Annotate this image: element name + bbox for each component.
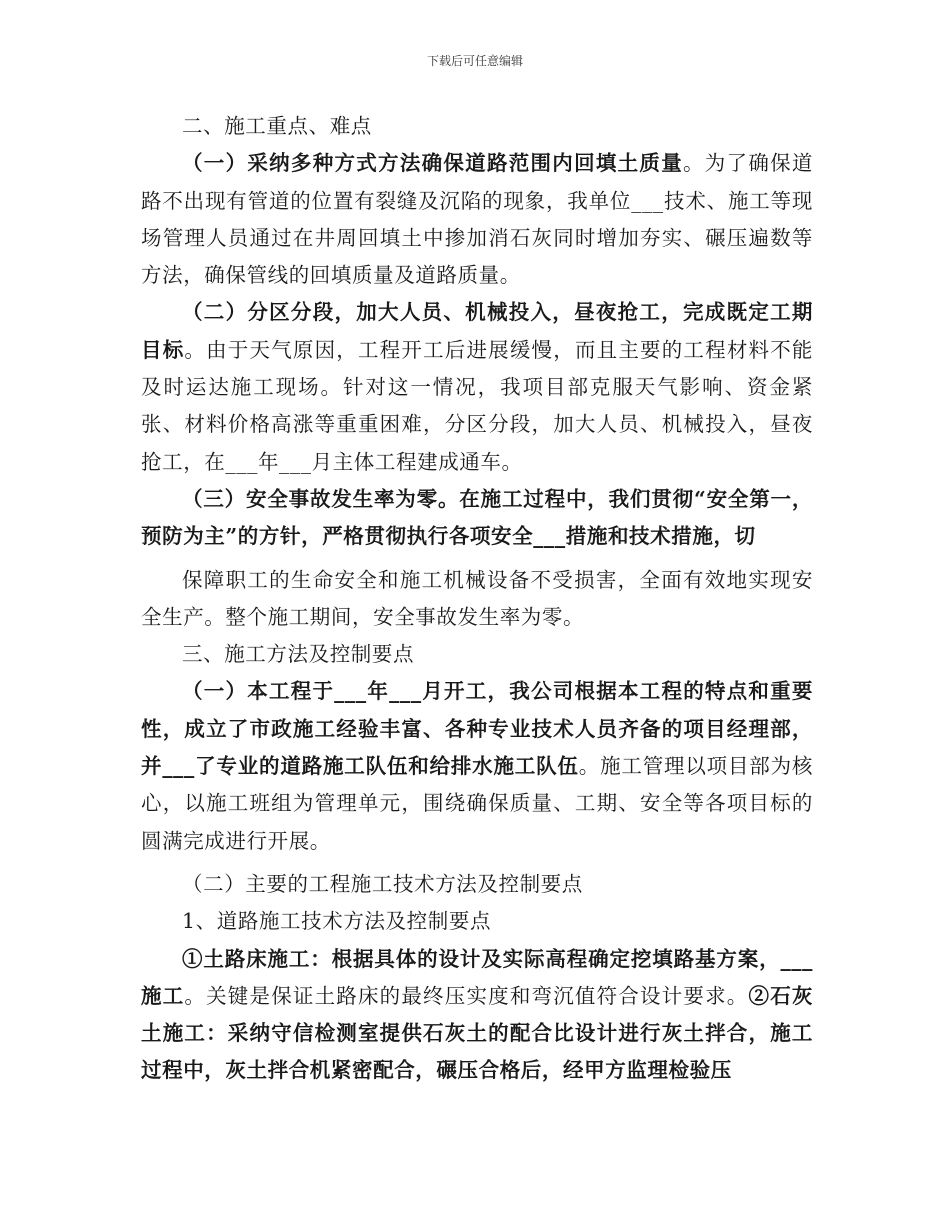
paragraph-2-3-cont: 保障职工的生命安全和施工机械设备不受损害，全面有效地实现安全生产。整个施工期间，安全事故发生率为零。 (141, 567, 813, 629)
paragraph-roadbed (141, 941, 813, 1090)
paragraph-3-1 (141, 673, 813, 859)
subsection-heading-1: 1、道路施工技术方法及控制要点 (182, 909, 492, 934)
section-heading-2: 二、施工重点、难点 (182, 114, 372, 138)
page-header: 下载后可任意编辑 (426, 54, 523, 68)
document-body (141, 108, 813, 1090)
paragraph-lead: ①土路床施工：根据具体的设计及实际高程确定挖填路基方案，___施工 (141, 946, 813, 1008)
paragraph-text: 。施工管理以项目部为核心，以施工班组为管理单元，围绕确保质量、工期、安全等各项目标的圆满完成进行开展。 (141, 754, 813, 853)
subsection-heading-3-2: （二）主要的工程施工技术方法及控制要点 (182, 871, 583, 896)
paragraph-lead: （一）采纳多种方式方法确保道路范围内回填土质量 (182, 151, 683, 176)
section-heading-3: 三、施工方法及控制要点 (182, 642, 415, 667)
paragraph-lead: （一）本工程于___年___月开工，我公司根据本工程的特点和重要性，成立了市政施工经验丰富、各种专业技术人员齐备的项目经理部，并___了专业的道路施工队伍和给排水施工队伍 (141, 679, 813, 779)
paragraph-text: 。关键是保证土路床的最终压实度和弯沉值符合设计要求。 (184, 983, 749, 1008)
paragraph-2-1 (141, 145, 813, 294)
paragraph-lead: （二）分区分段，加大人员、机械投入，昼夜抢工，完成既定工期目标 (141, 300, 813, 362)
paragraph-text: 。由于天气原因，工程开工后进展缓慢，而且主要的工程材料不能及时运达施工现场。针对这一情况，我项目部克服天气影响、资金紧张、材料价格高涨等重重困难，分区分段，加大人员、机械投入，昼夜抢工，在___年___月主体工程建成通车。 (141, 337, 814, 474)
paragraph-text: 。为了确保道路不出现有管道的位置有裂缝及沉陷的现象，我单位___技术、施工等现场管理人员通过在井周回填土中掺加消石灰同时增加夯实、碾压遍数等方法，确保管线的回填质量及道路质量。 (141, 151, 813, 288)
paragraph-lead-2: ②石灰土施工：采纳守信检测室提供石灰土的配合比设计进行灰土拌合，施工过程中，灰土拌合机紧密配合，碾压合格后，经甲方监理检验压 (141, 983, 813, 1083)
paragraph-2-3 (141, 481, 813, 556)
paragraph-lead: （三）安全事故发生率为零。在施工过程中，我们贯彻“安全第一，预防为主”的方针，严格贯彻执行各项安全___措施和技术措施，切 (141, 486, 813, 549)
paragraph-2-2 (141, 294, 813, 480)
